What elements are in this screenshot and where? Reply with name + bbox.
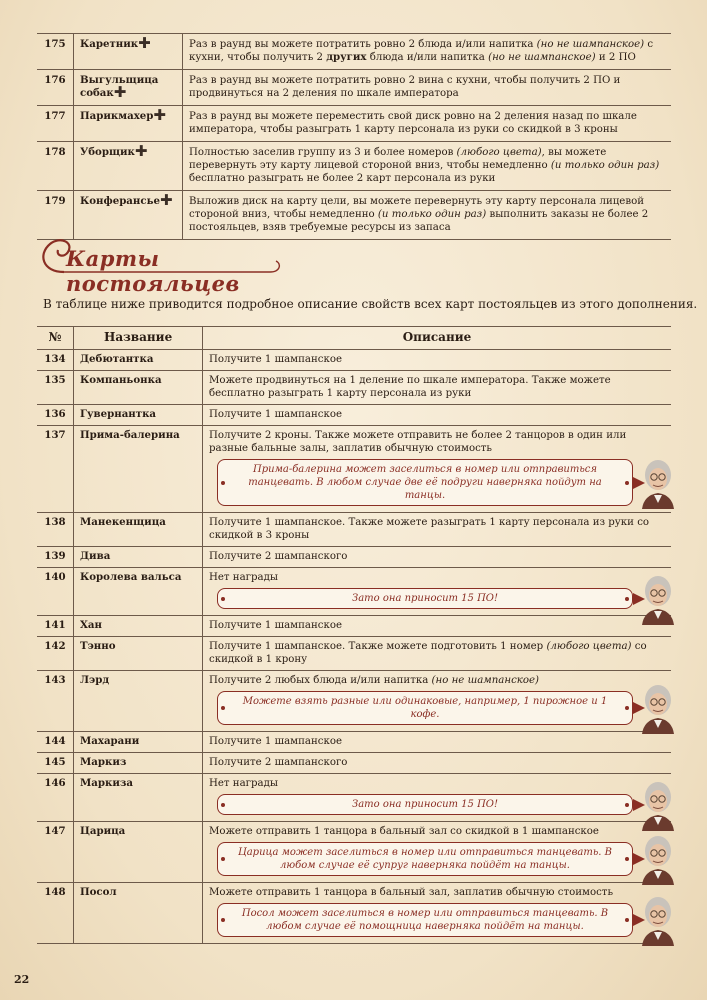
header-number: № <box>37 327 74 350</box>
concierge-portrait-icon <box>638 833 678 885</box>
card-number: 179 <box>37 191 74 240</box>
bubble-text: Посол может заселиться в номер или отправиться танцевать. В любом случае её помощница наверняка пойдёт на танцы. <box>241 908 609 932</box>
table-row <box>37 671 671 732</box>
card-name-cell <box>74 371 203 405</box>
card-number: 134 <box>37 350 74 371</box>
bubble-text: Зато она приносит 15 ПО! <box>351 593 499 604</box>
card-number: 140 <box>37 568 74 616</box>
card-description <box>183 106 672 142</box>
description-text <box>209 825 667 838</box>
concierge-portrait-icon <box>638 573 678 625</box>
table-row <box>37 405 671 426</box>
card-name: Компаньонка <box>80 374 162 386</box>
card-name-cell <box>74 350 203 371</box>
table-row <box>37 426 671 513</box>
table-row <box>37 371 671 405</box>
card-name-cell <box>74 671 203 732</box>
card-name: Посол <box>80 886 117 898</box>
card-name-cell <box>74 70 183 106</box>
card-name-cell <box>74 637 203 671</box>
description-fragment: Получите 1 шампанское. Также можете подготовить 1 номер <box>209 641 547 652</box>
description-fragment: и 2 ПО <box>595 52 636 63</box>
card-name-cell <box>74 142 183 191</box>
card-name: Парикмахер <box>80 110 154 122</box>
card-description <box>203 547 672 568</box>
card-number: 143 <box>37 671 74 732</box>
card-number: 148 <box>37 883 74 944</box>
table-row <box>37 822 671 883</box>
bubble-text: Зато она приносит 15 ПО! <box>351 799 499 810</box>
table-row <box>37 883 671 944</box>
description-fragment: с кухни, чтобы получить 2 <box>189 39 654 63</box>
card-number: 145 <box>37 753 74 774</box>
description-text <box>209 374 667 400</box>
table-row <box>37 70 671 106</box>
table-row <box>37 142 671 191</box>
description-text <box>209 777 667 790</box>
bubble-text: Царица может заселиться в номер или отправиться танцевать. В любом случае её супруг наверняка пойдёт на танцы. <box>237 847 613 871</box>
description-fragment: Получите 1 шампанское <box>209 409 342 420</box>
description-fragment: Получите 2 любых блюда и/или напитка <box>209 675 432 686</box>
table-row <box>37 732 671 753</box>
description-text <box>189 74 667 100</box>
concierge-portrait-icon <box>638 457 678 509</box>
description-fragment: Раз в раунд вы можете потратить ровно 2 вина с кухни, чтобы получить 2 ПО и продвинуться на 2 деления по шкале императора <box>189 75 621 99</box>
page-number: 22 <box>14 973 30 986</box>
description-text <box>189 146 667 185</box>
card-name: Манекенщица <box>80 516 166 528</box>
description-fragment: Получите 1 шампанское <box>209 736 342 747</box>
description-fragment: (но не шампанское) <box>488 52 596 63</box>
concierge-portrait-icon <box>638 894 678 946</box>
description-text <box>209 674 667 687</box>
description-fragment: Выложив диск на карту цели, вы можете перевернуть эту карту персонала лицевой стороной вниз, чтобы немедленно <box>189 196 644 220</box>
plus-icon: ✚ <box>113 83 127 101</box>
card-name-cell <box>74 883 203 944</box>
description-fragment: Получите 2 шампанского <box>209 757 348 768</box>
card-description <box>183 70 672 106</box>
card-name-cell <box>74 513 203 547</box>
description-fragment: (и только один раз) <box>550 160 660 171</box>
plus-icon: ✚ <box>134 142 148 160</box>
card-description <box>203 568 672 616</box>
description-text <box>209 640 667 666</box>
card-description <box>203 637 672 671</box>
speech-bubble <box>217 588 633 609</box>
speech-bubble <box>217 691 633 725</box>
description-fragment: выполнить заказы не более 2 постояльцев, взяв требуемые ресурсы из запаса <box>189 209 649 233</box>
card-name: Махарани <box>80 735 140 747</box>
card-number: 141 <box>37 616 74 637</box>
bubble-text: Прима-балерина может заселиться в номер или отправиться танцевать. В любом случае две её подруги наверняка пойдут на танцы. <box>248 464 602 501</box>
card-name-cell <box>74 426 203 513</box>
card-number: 147 <box>37 822 74 883</box>
description-fragment: , вы можете перевернуть эту карту лицевой стороной вниз, чтобы немедленно <box>189 147 607 171</box>
speech-bubble <box>217 842 633 876</box>
description-fragment: Можете отправить 1 танцора в бальный зал со скидкой в 1 шампанское <box>209 826 599 837</box>
section-title: Карты постояльцев <box>66 246 240 296</box>
card-name-cell <box>74 547 203 568</box>
card-number: 139 <box>37 547 74 568</box>
card-name: Маркиза <box>80 777 134 789</box>
plus-icon: ✚ <box>159 191 173 209</box>
card-description <box>183 34 672 70</box>
speech-bubble <box>217 794 633 815</box>
concierge-portrait-icon <box>638 682 678 734</box>
description-fragment: со скидкой в 1 крону <box>209 641 647 665</box>
table-row <box>37 753 671 774</box>
card-number: 175 <box>37 34 74 70</box>
description-text <box>209 619 667 632</box>
card-name: Лэрд <box>80 674 110 686</box>
description-fragment: (любого цвета) <box>546 641 632 652</box>
description-fragment: (но не шампанское) <box>431 675 540 686</box>
table-row <box>37 616 671 637</box>
description-fragment: Полностью заселив группу из 3 и более номеров <box>189 147 457 158</box>
description-text <box>209 516 667 542</box>
card-description <box>203 350 672 371</box>
card-number: 136 <box>37 405 74 426</box>
description-fragment: Можете отправить 1 танцора в бальный зал, заплатив обычную стоимость <box>209 887 613 898</box>
description-fragment: Раз в раунд вы можете потратить ровно 2 блюда и/или напитка <box>189 39 537 50</box>
table-row <box>37 774 671 822</box>
card-name: Маркиз <box>80 756 127 768</box>
description-text <box>209 756 667 769</box>
bubble-text: Можете взять разные или одинаковые, например, 1 пирожное и 1 кофе. <box>242 696 608 720</box>
description-fragment: Нет награды <box>209 778 278 789</box>
card-description <box>203 753 672 774</box>
card-name-cell <box>74 822 203 883</box>
table-row <box>37 350 671 371</box>
card-description <box>203 513 672 547</box>
card-number: 144 <box>37 732 74 753</box>
card-number: 135 <box>37 371 74 405</box>
description-text <box>189 195 667 234</box>
description-fragment: блюда и/или напитка <box>366 52 489 63</box>
plus-icon: ✚ <box>138 34 151 52</box>
card-number: 142 <box>37 637 74 671</box>
speech-bubble <box>217 459 633 506</box>
card-name-cell <box>74 106 183 142</box>
card-number: 146 <box>37 774 74 822</box>
table-row <box>37 637 671 671</box>
card-name: Гувернантка <box>80 408 157 420</box>
card-name: Хан <box>80 619 102 631</box>
description-text <box>189 38 667 64</box>
card-number: 176 <box>37 70 74 106</box>
card-number: 137 <box>37 426 74 513</box>
description-fragment: бесплатно разыграть не более 2 карт персонала из руки <box>189 173 496 184</box>
description-fragment: Получите 1 шампанское. Также можете разыграть 1 карту персонала из руки со скидкой в 3 кроны <box>209 517 650 541</box>
intro-text: В таблице ниже приводится подробное описание свойств всех карт постояльцев из этого дополнения. <box>43 297 698 311</box>
table-row <box>37 34 671 70</box>
description-fragment: Нет награды <box>209 572 278 583</box>
card-name: Тэнно <box>80 640 116 652</box>
description-text <box>209 353 667 366</box>
card-description <box>183 142 672 191</box>
card-description <box>203 671 672 732</box>
card-name: Выгульщица собак <box>80 74 159 99</box>
card-number: 138 <box>37 513 74 547</box>
section-heading <box>34 232 284 296</box>
card-name-cell <box>74 568 203 616</box>
header-description: Описание <box>203 327 672 350</box>
card-name-cell <box>74 732 203 753</box>
description-text <box>209 735 667 748</box>
card-name: Уборщик <box>80 146 135 158</box>
card-description <box>203 616 672 637</box>
staff-table <box>37 33 671 240</box>
description-text <box>209 408 667 421</box>
card-name: Прима-балерина <box>80 429 180 441</box>
description-text <box>209 886 667 899</box>
description-fragment: Получите 1 шампанское <box>209 354 342 365</box>
description-fragment: Получите 2 кроны. Также можете отправить не более 2 танцоров в один или разные бальные залы, заплатив обычную стоимость <box>209 430 627 454</box>
card-name-cell <box>74 34 183 70</box>
card-name-cell <box>74 616 203 637</box>
description-fragment: других <box>326 51 367 63</box>
table-row <box>37 547 671 568</box>
table-row <box>37 568 671 616</box>
description-fragment: Получите 1 шампанское <box>209 620 342 631</box>
card-name: Дебютантка <box>80 353 154 365</box>
card-description <box>203 371 672 405</box>
card-description <box>203 883 672 944</box>
card-number: 177 <box>37 106 74 142</box>
card-name: Каретник <box>80 38 139 50</box>
card-name-cell <box>74 753 203 774</box>
description-fragment: Получите 2 шампанского <box>209 551 348 562</box>
card-description <box>203 732 672 753</box>
description-fragment: (любого цвета) <box>456 147 542 158</box>
table-row <box>37 513 671 547</box>
card-description <box>203 426 672 513</box>
card-description <box>203 822 672 883</box>
card-name: Дива <box>80 550 111 562</box>
description-text <box>189 110 667 136</box>
card-description <box>203 405 672 426</box>
header-name: Название <box>74 327 203 350</box>
card-number: 178 <box>37 142 74 191</box>
guest-table <box>37 326 671 944</box>
description-text <box>209 550 667 563</box>
table-row <box>37 106 671 142</box>
description-text <box>209 571 667 584</box>
concierge-portrait-icon <box>638 779 678 831</box>
card-name-cell <box>74 405 203 426</box>
description-fragment: Раз в раунд вы можете переместить свой диск ровно на 2 деления назад по шкале императора, чтобы разыграть 1 карту персонала из руки со скидкой в 3 кроны <box>189 111 637 135</box>
description-fragment: (и только один раз) <box>377 209 487 220</box>
card-name: Конферансье <box>80 195 160 207</box>
card-name: Царица <box>80 825 126 837</box>
card-name-cell <box>74 774 203 822</box>
plus-icon: ✚ <box>153 106 166 124</box>
description-text <box>209 429 667 455</box>
description-fragment: Можете продвинуться на 1 деление по шкале императора. Также можете бесплатно разыграть 1 карту персонала из руки <box>209 375 611 399</box>
card-name: Королева вальса <box>80 571 182 583</box>
card-description <box>203 774 672 822</box>
description-fragment: (но не шампанское) <box>536 39 645 50</box>
table-header <box>37 327 671 350</box>
speech-bubble <box>217 903 633 937</box>
